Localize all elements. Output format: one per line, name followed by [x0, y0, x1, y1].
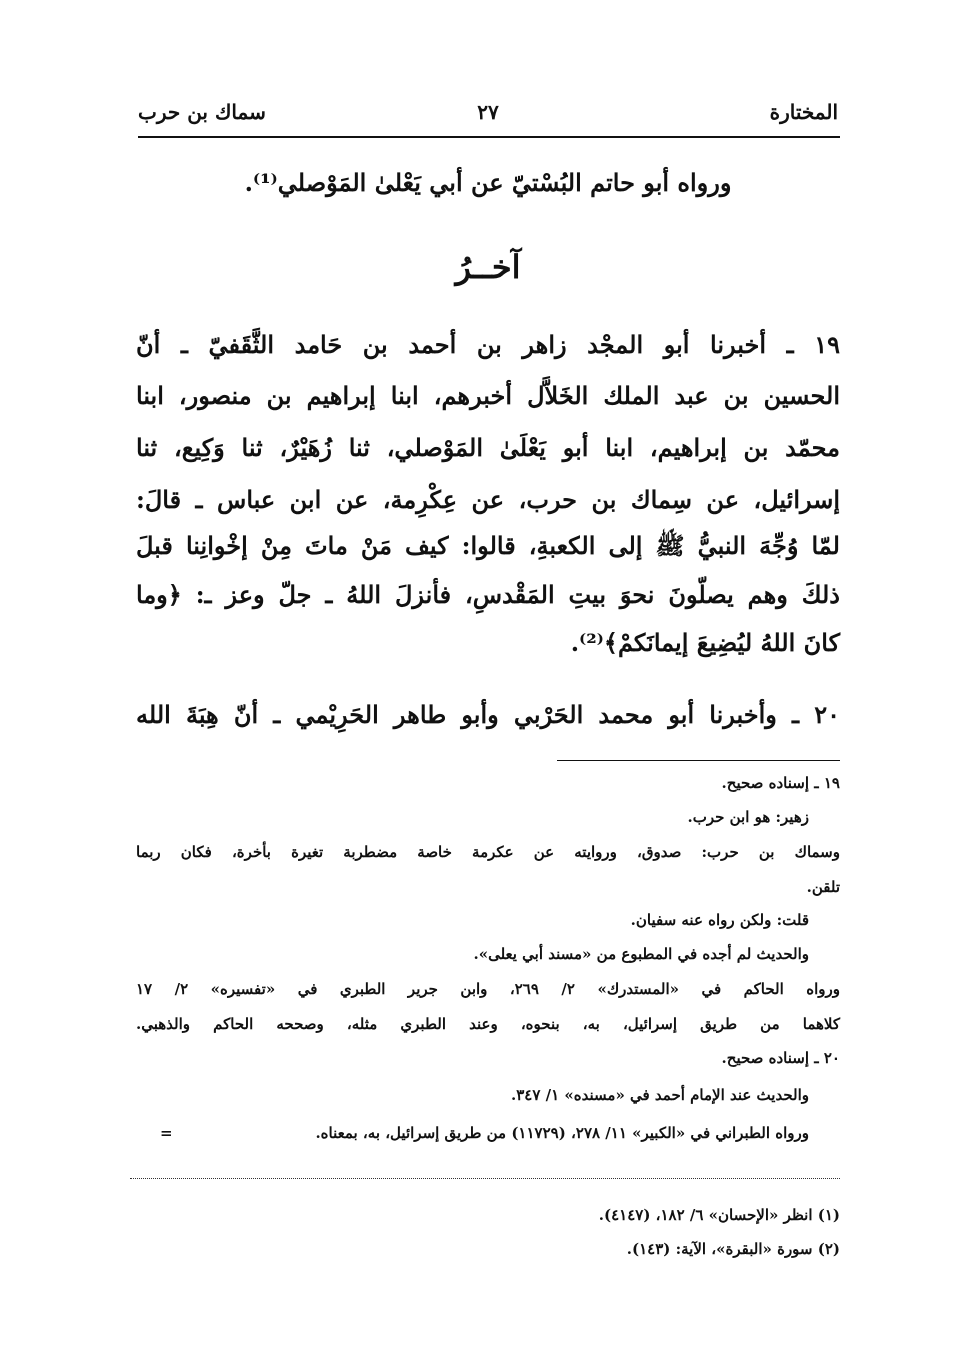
footnote-line: وسماك بن حرب: صدوق، وروايته عن عكرمة خاصة مضطربة تغيرة بأخرة، فكان ربما — [136, 843, 840, 861]
footnote-line: زهير: هو ابن حرب. — [687, 808, 809, 826]
reference-separator — [130, 1178, 840, 1179]
body-line: ١٩ ـ أخبرنا أبو المجْد زاهر بن أحمد بن حَامد الثَّقَفيّ ـ أنّ — [136, 330, 840, 359]
footnote-number-19: ١٩ ـ — [814, 774, 840, 792]
body-line: لمّا وُجِّهَ النبيُّ ﷺ إلى الكعبةِ، قالوا: كيف مَنْ ماتَ مِنْ إخْوانِنا قبلَ — [136, 531, 840, 560]
footnote-line: تلقن. — [806, 878, 840, 896]
body-line: الحسين بن عبد الملك الخَلاَّل أخبرهم، ابنا إبراهيم بن منصور، ابنا — [136, 381, 840, 410]
footnote-line: كلاهما من طريق إسرائيل، به، بنحوه، وعند الطبري مثله، وصححه الحاكم والذهبي. — [136, 1015, 840, 1033]
footnote-line: والحديث لم أجده في المطبوع من «مسند أبي يعلى». — [473, 945, 809, 963]
footnote-line: والحديث عند الإمام أحمد في «مسنده» ١/ ٣٤٧. — [511, 1086, 809, 1104]
footnote-line: ورواه الحاكم في «المستدرك» ٢/ ٢٦٩، وابن جرير الطبري في «تفسيره» ٢/ ١٧ — [136, 980, 840, 998]
header-rule — [138, 136, 840, 138]
continuation-mark: = — [160, 1124, 173, 1142]
footnote-line: ورواه الطبراني في «الكبير» ١١/ ٢٧٨، (١١٧٢٩) من طريق إسرائيل، به، بمعناه. — [315, 1124, 809, 1142]
body-line: محمّد بن إبراهيم، ابنا أبو يَعْلَىٰ المَوْصلي، ثنا زُهَيْرٌ، ثنا وَكِيع، ثنا — [136, 433, 840, 462]
body-line: إسرائيل، عن سِماك بن حرب، عن عِكْرِمة، عن ابن عباس ـ قالَ: — [136, 485, 840, 514]
reference-note: (١) انظر «الإحسان» ٦/ ١٨٢، (٤١٤٧). — [598, 1206, 840, 1224]
page-number: ٢٧ — [477, 100, 499, 124]
body-line: ٢٠ ـ وأخبرنا أبو محمد الحَرْبي وأبو طاهر الحَرِيْمي ـ أنّ هِبَةَ الله — [136, 700, 840, 729]
footnote-separator — [557, 760, 840, 761]
footnote-line: إسناده صحيح. — [721, 774, 809, 792]
body-line: كانَ اللهُ ليُضِيعَ إيمانَكمْ﴾⁽²⁾. — [570, 628, 840, 657]
footnote-line: إسناده صحيح. — [721, 1049, 809, 1067]
body-line: ذلكَ وهم يصلّونَ نحوَ بيتِ المَقْدسِ، فأنزلَ اللهُ ـ جلّ وعز ـ: ﴿وما — [136, 580, 840, 609]
book-title: المختارة — [769, 100, 838, 124]
chapter-title: سماك بن حرب — [138, 100, 266, 124]
running-header — [138, 100, 838, 132]
footnote-number-20: ٢٠ ـ — [814, 1049, 840, 1067]
intro-line: ورواه أبو حاتم البُسْتيّ عن أبي يَعْلىٰ المَوْصلي⁽¹⁾. — [244, 168, 732, 197]
reference-note: (٢) سورة «البقرة»، الآية: (١٤٣). — [626, 1240, 840, 1258]
footnote-line: قلت: ولكن رواه عنه سفيان. — [630, 911, 809, 929]
section-title: آخــرُ — [455, 248, 521, 286]
